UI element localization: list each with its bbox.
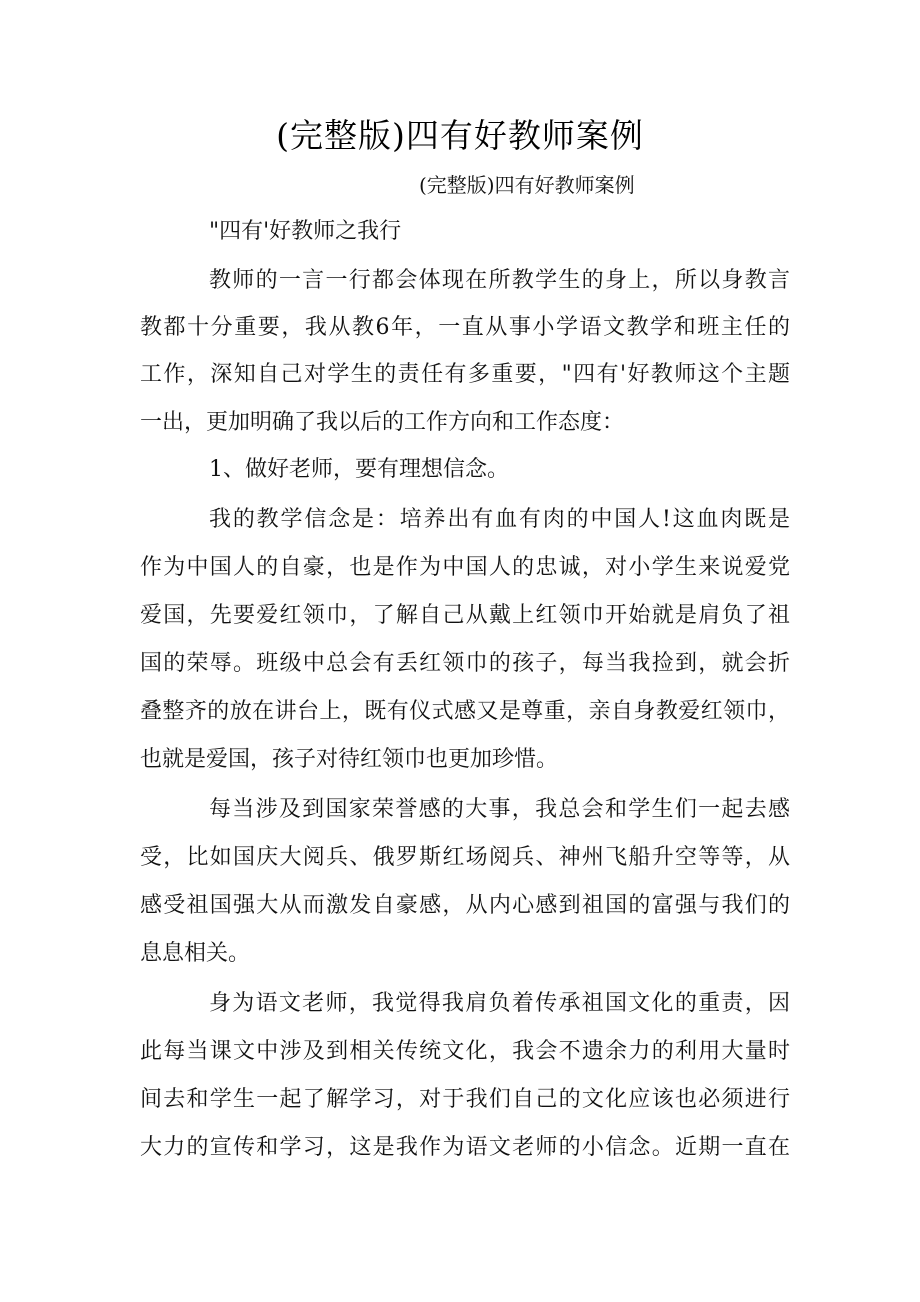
paragraph-line: 一出，更加明确了我以后的工作方向和工作态度： <box>140 410 625 435</box>
paragraph-line: 作为中国人的自豪，也是作为中国人的忠诚，对小学生来说爱党 <box>140 555 790 580</box>
paragraph-line: 每当涉及到国家荣誉感的大事，我总会和学生们一起去感 <box>209 797 790 822</box>
paragraph-line: 大力的宣传和学习，这是我作为语文老师的小信念。近期一直在 <box>140 1135 790 1160</box>
paragraph-line: 叠整齐的放在讲台上，既有仪式感又是尊重，亲自身教爱红领巾， <box>140 699 790 724</box>
paragraph-line: 爱国，先要爱红领巾，了解自己从戴上红领巾开始就是肩负了祖 <box>140 603 790 628</box>
paragraph-line: 教都十分重要，我从教6年，一直从事小学语文教学和班主任的 <box>140 315 790 340</box>
paragraph-line: 国的荣辱。班级中总会有丢红领巾的孩子，每当我捡到，就会折 <box>140 651 790 676</box>
paragraph-line: 息息相关。 <box>140 941 251 966</box>
paragraph-line: 我的教学信念是：培养出有血有肉的中国人!这血肉既是 <box>209 507 790 532</box>
paragraph-line: 教师的一言一行都会体现在所教学生的身上，所以身教言 <box>209 268 790 293</box>
paragraph-line: 身为语文老师，我觉得我肩负着传承祖国文化的重责，因 <box>209 991 790 1016</box>
paragraph-line: 工作，深知自己对学生的责任有多重要，"四有'好教师这个主题 <box>140 362 790 387</box>
paragraph-line: 此每当课文中涉及到相关传统文化，我会不遗余力的利用大量时 <box>140 1039 790 1064</box>
document-title: (完整版)四有好教师案例 <box>276 116 644 155</box>
paragraph-line: 也就是爱国，孩子对待红领巾也更加珍惜。 <box>140 747 559 772</box>
numbered-heading: 1、做好老师，要有理想信念。 <box>209 457 509 482</box>
paragraph-line: 间去和学生一起了解学习，对于我们自己的文化应该也必须进行 <box>140 1087 790 1112</box>
paragraph-line: 感受祖国强大从而激发自豪感，从内心感到祖国的富强与我们的 <box>140 893 790 918</box>
document-subtitle: (完整版)四有好教师案例 <box>419 173 635 197</box>
paragraph-line: 受，比如国庆大阅兵、俄罗斯红场阅兵、神州飞船升空等等，从 <box>140 845 790 870</box>
section-heading: "四有'好教师之我行 <box>209 219 402 244</box>
